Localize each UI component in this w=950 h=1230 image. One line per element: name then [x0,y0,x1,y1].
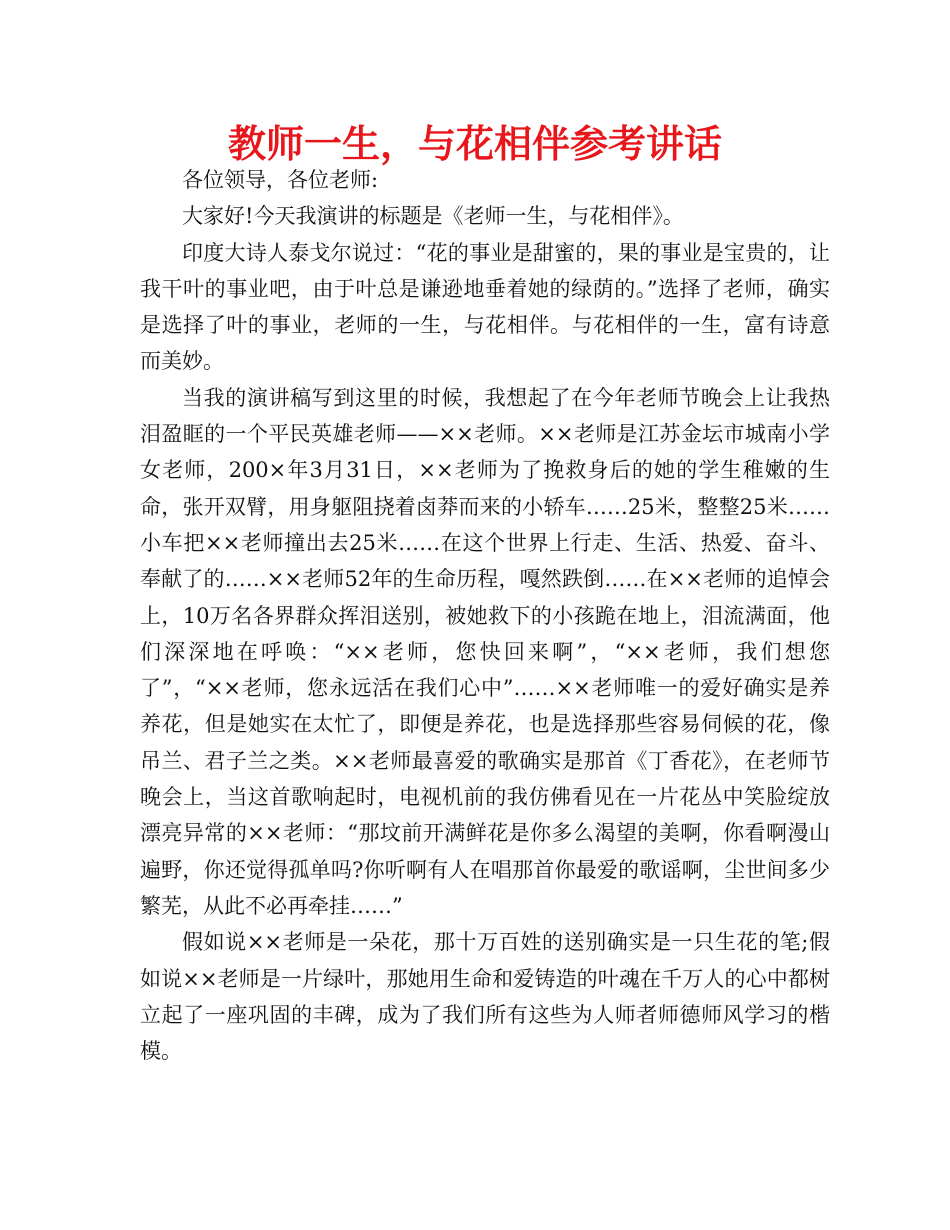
paragraph-tagore-quote: 印度大诗人泰戈尔说过：“花的事业是甜蜜的，果的事业是宝贵的，让我干叶的事业吧，由于叶总是谦逊地垂着她的绿荫的。”选择了老师，确实是选择了叶的事业，老师的一生，与花相伴。与花相伴的一生，富有诗意而美妙。 [140,240,830,374]
document-title: 教师一生，与花相伴参考讲话 [227,122,722,166]
paragraph-conclusion: 假如说××老师是一朵花，那十万百姓的送别确实是一只生花的笔;假如说××老师是一片绿叶，那她用生命和爱铸造的叶魂在千万人的心中都树立起了一座巩固的丰碑，成为了我们所有这些为人师者师德师风学习的楷模。 [140,930,830,1064]
document-body [140,162,830,1069]
paragraph-intro: 大家好!今天我演讲的标题是《老师一生，与花相伴》。 [182,204,684,229]
paragraph-teacher-story: 当我的演讲稿写到这里的时候，我想起了在今年老师节晚会上让我热泪盈眶的一个平民英雄老师——××老师。××老师是江苏金坛市城南小学女老师，200×年3月31日，××老师为了挽救身后的她的学生稚嫩的生命，张开双臂，用身躯阻挠着卤莽而来的小轿车……25米，整整25米……小车把××老师撞出去25米……在这个世界上行走、生活、热爱、奋斗、奉献了的……××老师52年的生命历程，嘎然跌倒……在××老师的追悼会上，10万名各界群众挥泪送别，被她救下的小孩跪在地上，泪流满面，他们深深地在呼唤：“××老师，您快回来啊”，“××老师，我们想您了”，“××老师，您永远活在我们心中”……××老师唯一的爱好确实是养养花，但是她实在太忙了，即便是养花，也是选择那些容易伺候的花，像吊兰、君子兰之类。××老师最喜爱的歌确实是那首《丁香花》，在老师节晚会上，当这首歌响起时，电视机前的我仿佛看见在一片花丛中笑脸绽放漂亮异常的××老师：“那坟前开满鲜花是你多么渴望的美啊，你看啊漫山遍野，你还觉得孤单吗?你听啊有人在唱那首你最爱的歌谣啊，尘世间多少繁芜，从此不必再牵挂……” [140,385,830,918]
paragraph-greeting: 各位领导，各位老师: [182,168,379,192]
